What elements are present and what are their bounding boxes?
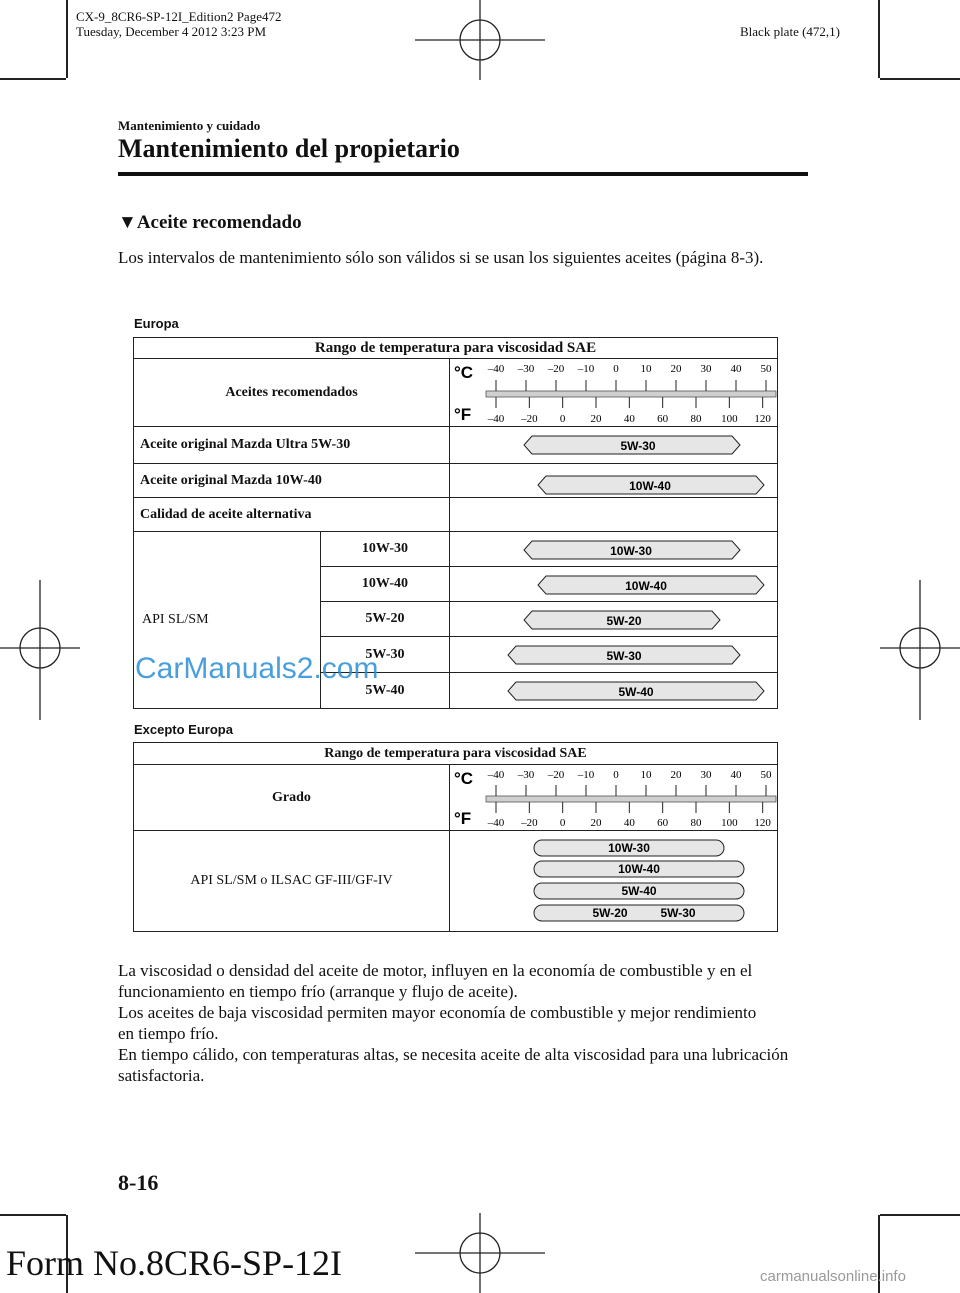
europe-api-label: API SL/SM — [134, 532, 321, 709]
registration-mark-top — [415, 0, 545, 80]
celsius-tick-label: –20 — [547, 768, 565, 781]
section-title: Aceite recomendado — [136, 212, 302, 233]
print-plate: Black plate (472,1) — [740, 24, 840, 39]
oil-range-label: 5W-30 — [606, 648, 642, 663]
crop-mark — [878, 0, 880, 78]
oil-range-bar — [450, 638, 777, 672]
europe-row-bar-cell — [449, 567, 777, 602]
celsius-tick-label: 20 — [670, 768, 682, 781]
celsius-tick-label: 40 — [730, 362, 742, 375]
section-intro: Los intervalos de mantenimiento sólo son válidos si se usan los siguientes aceites (página 8-3). — [118, 248, 764, 267]
fahrenheit-tick-label: 20 — [590, 816, 602, 829]
oil-range-label: 5W-40 — [618, 684, 654, 699]
oil-range-label: 5W-30 — [620, 438, 656, 453]
celsius-tick-label: 0 — [613, 768, 619, 781]
non-europe-temp-scale-cell — [450, 765, 778, 831]
europe-row-bar-cell — [449, 464, 777, 498]
page-number: 8-16 — [118, 1170, 159, 1195]
fahrenheit-tick-label: 100 — [721, 412, 738, 425]
oil-range-label: 5W-20 — [606, 613, 642, 628]
europe-row-bar-cell — [449, 427, 777, 464]
celsius-tick-label: 20 — [670, 362, 682, 375]
fahrenheit-tick-label: 0 — [559, 816, 566, 829]
oil-range-bar — [450, 674, 777, 708]
celsius-tick-label: 40 — [730, 768, 742, 781]
fahrenheit-tick-label: 100 — [721, 816, 738, 829]
fahrenheit-tick-label: –40 — [487, 816, 505, 829]
crop-mark — [880, 1214, 960, 1216]
fahrenheit-tick-label: 80 — [690, 412, 702, 425]
europe-row-bar-cell — [449, 637, 777, 673]
non-europe-row-label: API SL/SM o ILSAC GF-III/GF-IV — [134, 831, 450, 932]
europe-row-bar-cell — [449, 673, 777, 709]
print-header-line1: CX-9_8CR6-SP-12I_Edition2 Page472 — [76, 9, 282, 24]
temperature-scale — [450, 766, 777, 830]
non-europe-header-left: Grado — [134, 765, 450, 831]
crop-mark — [66, 0, 68, 78]
europe-label: Europa — [134, 316, 179, 331]
oil-range-label: 10W-40 — [618, 861, 660, 876]
europe-header-left: Aceites recomendados — [134, 359, 450, 427]
fahrenheit-tick-label: 60 — [657, 412, 669, 425]
celsius-tick-label: 50 — [760, 362, 772, 375]
europe-api-grade: 5W-20 — [320, 602, 449, 637]
celsius-tick-label: 30 — [700, 362, 712, 375]
europe-row-bar-cell — [449, 602, 777, 637]
scale-bar — [486, 391, 776, 397]
oil-range-bar — [450, 465, 777, 497]
footer-watermark: carmanualsonline.info — [760, 1268, 906, 1285]
fahrenheit-tick-label: 120 — [754, 412, 771, 425]
europe-api-grade: 5W-30 — [320, 637, 449, 673]
non-europe-bars-cell — [450, 831, 778, 932]
fahrenheit-tick-label: 0 — [559, 412, 566, 425]
europe-row-label: Aceite original Mazda Ultra 5W-30 — [134, 427, 450, 464]
oil-range-bar — [450, 533, 777, 566]
fahrenheit-unit: °F — [453, 404, 472, 424]
paragraph: Los aceites de baja viscosidad permiten mayor economía de combustible y mejor rendimiento en tiempo frío. — [118, 1003, 757, 1043]
europe-row-bar-cell — [449, 498, 777, 532]
paragraph: La viscosidad o densidad del aceite de motor, influyen en la economía de combustible y en el funcionamiento en tiempo frío (arranque y flujo de aceite). — [118, 961, 753, 1001]
europe-row-label: Aceite original Mazda 10W-40 — [134, 464, 450, 498]
fahrenheit-tick-label: –40 — [487, 412, 505, 425]
celsius-tick-label: –30 — [517, 362, 535, 375]
oil-range-label: 10W-30 — [610, 543, 652, 558]
europe-api-grade: 5W-40 — [320, 673, 449, 709]
oil-range-label: 5W-30 — [660, 905, 696, 920]
oil-range-label: 10W-30 — [608, 840, 650, 855]
oil-range-bar — [450, 603, 777, 636]
crop-mark — [0, 78, 66, 80]
oil-range-label: 10W-40 — [625, 578, 667, 593]
temperature-scale — [450, 360, 777, 426]
triangle-down-icon: ▼ — [118, 212, 137, 233]
chapter-title: Mantenimiento del propietario — [118, 134, 460, 163]
crop-mark — [0, 1214, 66, 1216]
celsius-tick-label: –20 — [547, 362, 565, 375]
celsius-tick-label: 50 — [760, 768, 772, 781]
oil-range-bar — [450, 428, 777, 463]
celsius-tick-label: 30 — [700, 768, 712, 781]
celsius-unit: °C — [454, 768, 474, 788]
form-number: Form No.8CR6-SP-12I — [6, 1243, 343, 1283]
fahrenheit-tick-label: 20 — [590, 412, 602, 425]
fahrenheit-tick-label: –20 — [521, 816, 538, 829]
celsius-tick-label: 0 — [613, 362, 619, 375]
europe-row-label: Calidad de aceite alternativa — [134, 498, 450, 532]
oil-range-label: 5W-20 — [592, 905, 628, 920]
non-europe-label: Excepto Europa — [134, 722, 233, 737]
celsius-unit: °C — [453, 362, 474, 382]
section-heading — [118, 212, 302, 234]
non-europe-table-title: Rango de temperatura para viscosidad SAE — [134, 743, 778, 765]
celsius-tick-label: –10 — [577, 362, 595, 375]
fahrenheit-unit: °F — [454, 808, 472, 828]
celsius-tick-label: –40 — [487, 768, 505, 781]
celsius-tick-label: –10 — [577, 768, 595, 781]
europe-row-bar-cell — [449, 532, 777, 567]
europe-temp-scale-cell — [449, 359, 777, 427]
registration-mark-right — [880, 580, 960, 720]
fahrenheit-tick-label: 40 — [623, 816, 635, 829]
europe-api-grade: 10W-40 — [320, 567, 449, 602]
celsius-tick-label: –30 — [517, 768, 535, 781]
oil-range-label: 5W-40 — [621, 883, 657, 898]
fahrenheit-tick-label: –20 — [521, 412, 538, 425]
celsius-tick-label: –40 — [487, 362, 505, 375]
oil-range-bar — [450, 568, 777, 601]
europe-api-grade: 10W-30 — [320, 532, 449, 567]
fahrenheit-tick-label: 60 — [657, 816, 669, 829]
oil-range-label: 10W-40 — [629, 478, 671, 493]
registration-mark-bottom — [415, 1213, 545, 1293]
celsius-tick-label: 10 — [640, 768, 652, 781]
fahrenheit-tick-label: 120 — [754, 816, 771, 829]
non-europe-oil-table — [133, 742, 778, 932]
paragraph: En tiempo cálido, con temperaturas altas, se necesita aceite de alta viscosidad para una lubricación satisfactoria. — [118, 1045, 789, 1085]
fahrenheit-tick-label: 40 — [623, 412, 635, 425]
scale-bar — [486, 796, 776, 802]
chapter-small: Mantenimiento y cuidado — [118, 118, 261, 133]
chapter-rule — [118, 172, 808, 176]
fahrenheit-tick-label: 80 — [690, 816, 702, 829]
print-header-line2: Tuesday, December 4 2012 3:23 PM — [76, 24, 267, 39]
celsius-tick-label: 10 — [640, 362, 652, 375]
oil-range-bars — [450, 832, 777, 931]
crop-mark — [880, 78, 960, 80]
watermark: CarManuals2.com — [135, 652, 379, 685]
europe-table-title: Rango de temperatura para viscosidad SAE — [134, 338, 778, 359]
registration-mark-left — [0, 580, 80, 720]
